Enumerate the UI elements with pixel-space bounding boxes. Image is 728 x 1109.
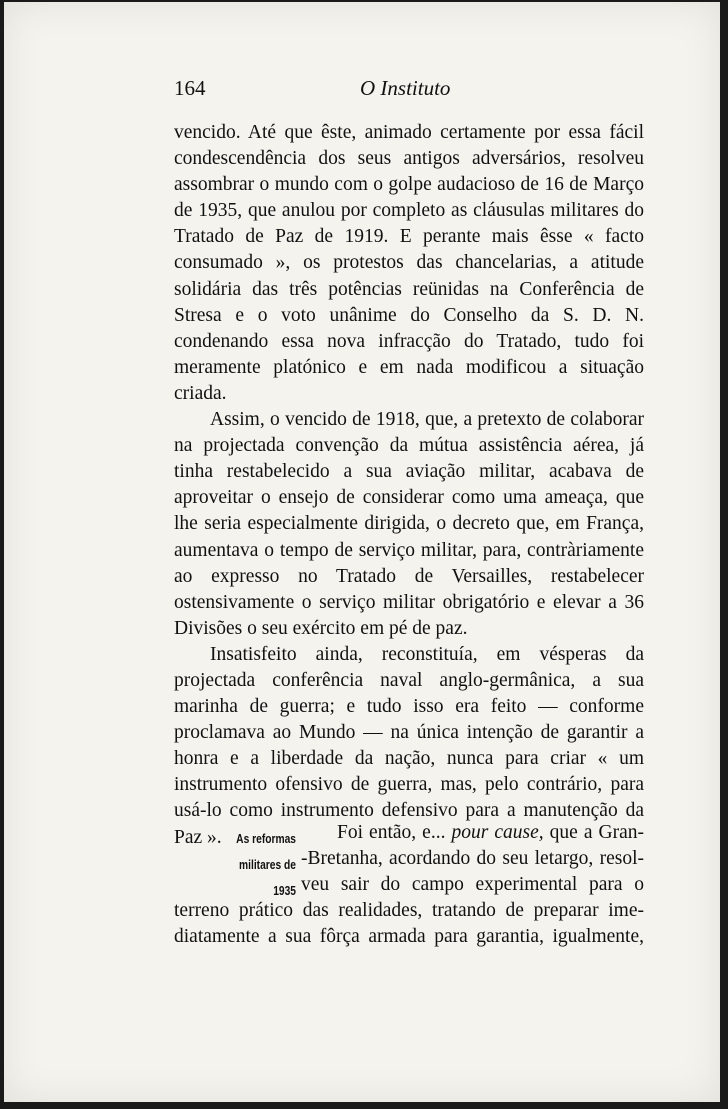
section-line-1-italic: pour cause, (451, 822, 544, 843)
margin-note-line-1: As reformas (236, 832, 296, 846)
section-line-3: veu sair do campo experimental para o (301, 874, 644, 896)
running-title: O Instituto (360, 76, 451, 100)
section-line-2: -Bretanha, acordando do seu letargo, resol- (301, 848, 644, 870)
margin-note-line-2: militares de 1935 (239, 858, 296, 898)
paragraph-1: vencido. Até que êste, animado certamente por essa fácil condescendência dos seus antigos adversários, resolveu assombrar o mundo com o golpe audacioso de 16 de Março de 1935, que anulou por completo as cláusulas militares do Tratado de Paz de 1919. E perante mais êsse « facto consumado », os protestos das chancelarias, a atitude solidária das três potências reünidas na Conferência de Stresa e o voto unânime do Conselho da S. D. N. condenando essa nova infracção do Tratado, tudo foi meramente platónico e em nada modificou a situação criada. (174, 122, 644, 404)
margin-note (214, 826, 296, 904)
paragraph-3: Insatisfeito ainda, reconstituía, em vésperas da projectada conferência naval anglo-germânica, a sua marinha de guerra; e tudo isso era feito — conforme proclamava ao Mundo — na única intenção de garantir a honra e a liberdade da nação, nunca para criar « um instrumento ofensivo de guerra, mas, pelo contrário, para usá-lo como instrumento defensivo para a manutenção da Paz ». (174, 643, 644, 848)
body-text (174, 120, 644, 851)
page-number: 164 (174, 76, 206, 100)
section-line-1-start: Foi então, e... (337, 822, 452, 843)
book-page (4, 2, 720, 1102)
section-line-4: terreno prático das realidades, tratando de preparar ime- (174, 900, 644, 922)
section-line-5: diatamente a sua fôrça armada para garantia, igualmente, (174, 926, 644, 948)
section-reformas (174, 820, 644, 950)
paragraph-2: Assim, o vencido de 1918, que, a pretexto de colaborar na projectada convenção da mútua assistência aérea, já tinha restabelecido a sua aviação militar, acabava de aproveitar o ensejo de considerar como uma ameaça, que lhe seria especialmente dirigida, o decreto que, em França, aumentava o tempo de serviço militar, para, contràriamente ao expresso no Tratado de Versailles, restabelecer ostensivamente o serviço militar obrigatório e elevar a 36 Divisões o seu exército em pé de paz. (174, 409, 644, 639)
section-line-1-end: que a Gran- (543, 822, 644, 843)
